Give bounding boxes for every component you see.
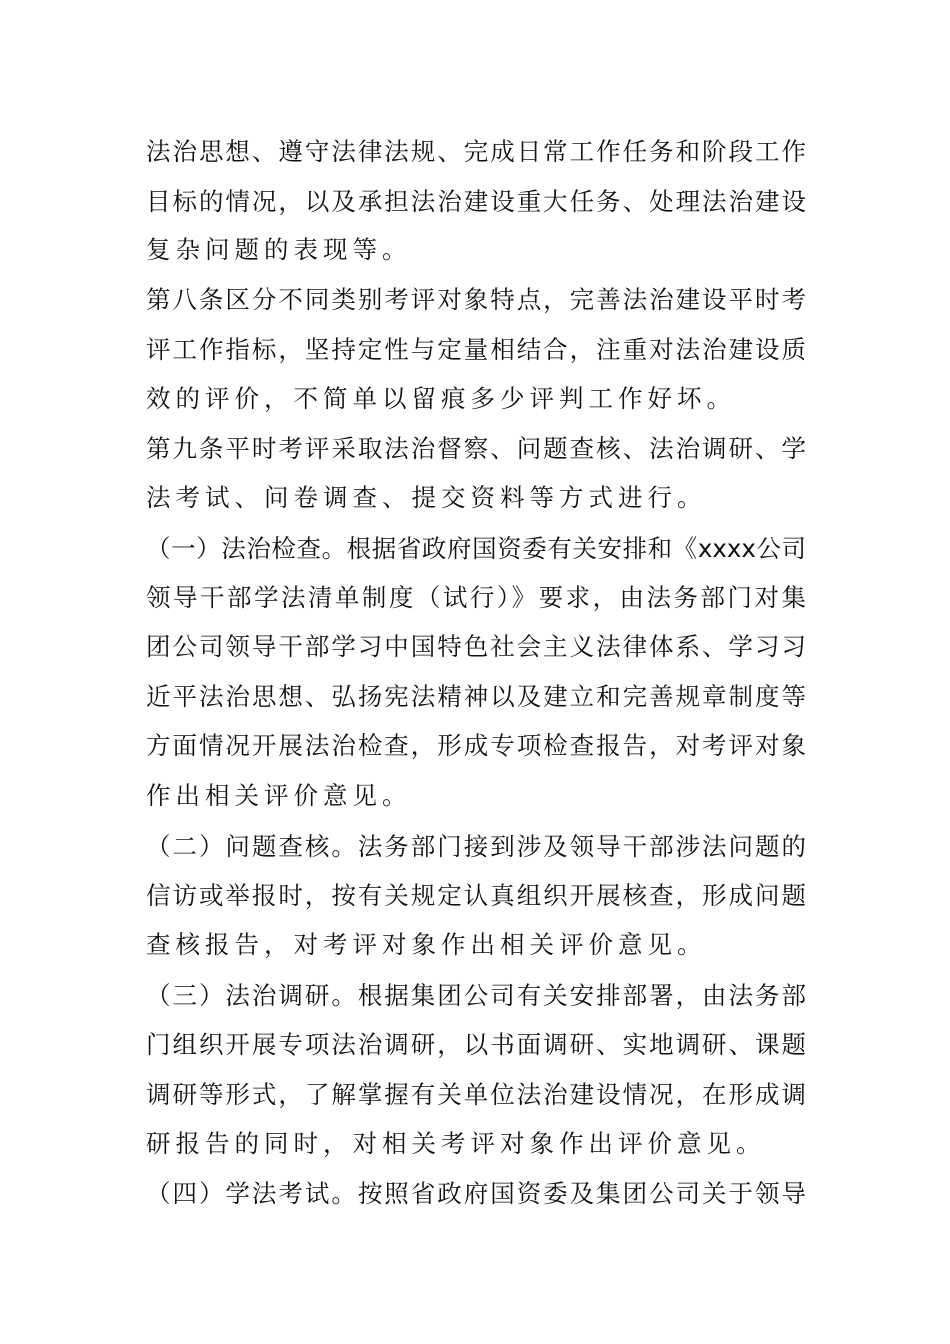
text-line: 团公司领导干部学习中国特色社会主义法律体系、学习习 bbox=[146, 632, 806, 661]
text-line: 评工作指标，坚持定性与定量相结合，注重对法治建设质 bbox=[146, 335, 806, 364]
text-line: （四）学法考试。按照省政府国资委及集团公司关于领导 bbox=[146, 1179, 806, 1208]
text-line: 查核报告，对考评对象作出相关评价意见。 bbox=[146, 930, 707, 959]
text-line: 方面情况开展法治检查，形成专项检查报告，对考评对象 bbox=[146, 731, 806, 760]
text-line: 复杂问题的表现等。 bbox=[146, 235, 412, 264]
text-line: 第八条区分不同类别考评对象特点，完善法治建设平时考 bbox=[146, 285, 806, 314]
text-line: 效的评价，不简单以留痕多少评判工作好坏。 bbox=[146, 384, 736, 413]
text-line: 近平法治思想、弘扬宪法精神以及建立和完善规章制度等 bbox=[146, 682, 806, 711]
text-line: 信访或举报时，按有关规定认真组织开展核查，形成问题 bbox=[146, 881, 806, 910]
text-line: （二）问题查核。法务部门接到涉及领导干部涉法问题的 bbox=[146, 832, 806, 861]
text-line: 门组织开展专项法治调研，以书面调研、实地调研、课题 bbox=[146, 1030, 806, 1059]
text-line: 研报告的同时，对相关考评对象作出评价意见。 bbox=[146, 1129, 766, 1158]
text-line: 法考试、问卷调查、提交资料等方式进行。 bbox=[146, 483, 707, 512]
text-line: 领导干部学法清单制度（试行）》要求，由法务部门对集 bbox=[146, 583, 806, 612]
text-line: 法治思想、遵守法律法规、完成日常工作任务和阶段工作 bbox=[146, 137, 806, 166]
text-line: （三）法治调研。根据集团公司有关安排部署，由法务部 bbox=[146, 981, 806, 1010]
text-line: 调研等形式，了解掌握有关单位法治建设情况，在形成调 bbox=[146, 1080, 806, 1109]
text-line: 目标的情况，以及承担法治建设重大任务、处理法治建设 bbox=[146, 187, 806, 216]
text-line: 作出相关评价意见。 bbox=[146, 781, 412, 810]
text-line: 第九条平时考评采取法治督察、问题查核、法治调研、学 bbox=[146, 434, 806, 463]
text-line: （一）法治检查。根据省政府国资委有关安排和《xxxx公司 bbox=[146, 534, 806, 563]
